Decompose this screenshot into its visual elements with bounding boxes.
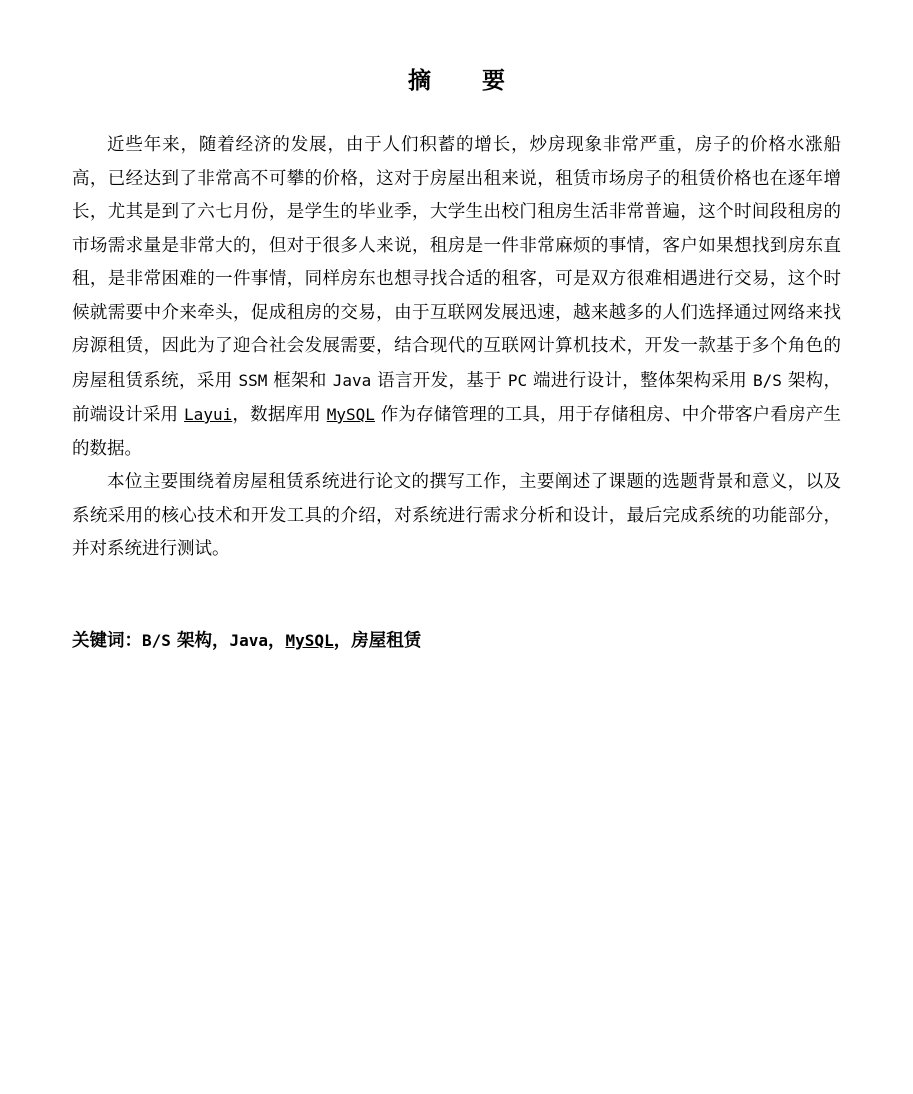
tech-term-underlined: Layui (184, 405, 233, 424)
keywords-values: B/S 架构，Java，MySQL，房屋租赁 (142, 630, 422, 651)
keywords-label: 关键词： (72, 630, 142, 651)
tech-term: B/S (142, 630, 171, 650)
tech-term: PC (507, 370, 528, 390)
abstract-paragraph-2: 本位主要围绕着房屋租赁系统进行论文的撰写工作，主要阐述了课题的选题背景和意义，以及系统采用的核心技术和开发工具的介绍，对系统进行需求分析和设计，最后完成系统的功能部分，并对系统进行测试。 (72, 472, 841, 559)
tech-term: SSM (238, 370, 268, 390)
tech-term: Java (332, 370, 372, 390)
abstract-paragraph-1: 近些年来，随着经济的发展，由于人们积蓄的增长，炒房现象非常严重，房子的价格水涨船高，已经达到了非常高不可攀的价格，这对于房屋出租来说，租赁市场房子的租赁价格也在逐年增长，尤其是到了六七月份，是学生的毕业季，大学生出校门租房生活非常普遍，这个时间段租房的市场需求量是非常大的，但对于很多人来说，租房是一件非常麻烦的事情，客户如果想找到房东直租，是非常困难的一件事情，同样房东也想寻找合适的租客，可是双方很难相遇进行交易，这个时候就需要中介来牵头，促成租房的交易，由于互联网发展迅速，越来越多的人们选择通过网络来找房源租赁，因此为了迎合社会发展需要，结合现代的互联网计算机技术，开发一款基于多个角色的房屋租赁系统，采用 SSM 框架和 Java 语言开发，基于 PC 端进行设计，整体架构采用 B/S 架构，前端设计采用 Layui，数据库用 MySQL 作为存储管理的工具，用于存储租房、中介带客户看房产生的数据。 (72, 135, 842, 459)
keywords-line (72, 625, 841, 657)
tech-term: B/S (753, 370, 782, 390)
tech-term-underlined: MySQL (285, 630, 334, 650)
tech-term-underlined: MySQL (326, 405, 375, 424)
page-bottom-whitespace (72, 657, 841, 1017)
tech-term: Java (229, 630, 269, 650)
page-title: 摘 要 (408, 67, 519, 94)
abstract-body (72, 129, 841, 567)
